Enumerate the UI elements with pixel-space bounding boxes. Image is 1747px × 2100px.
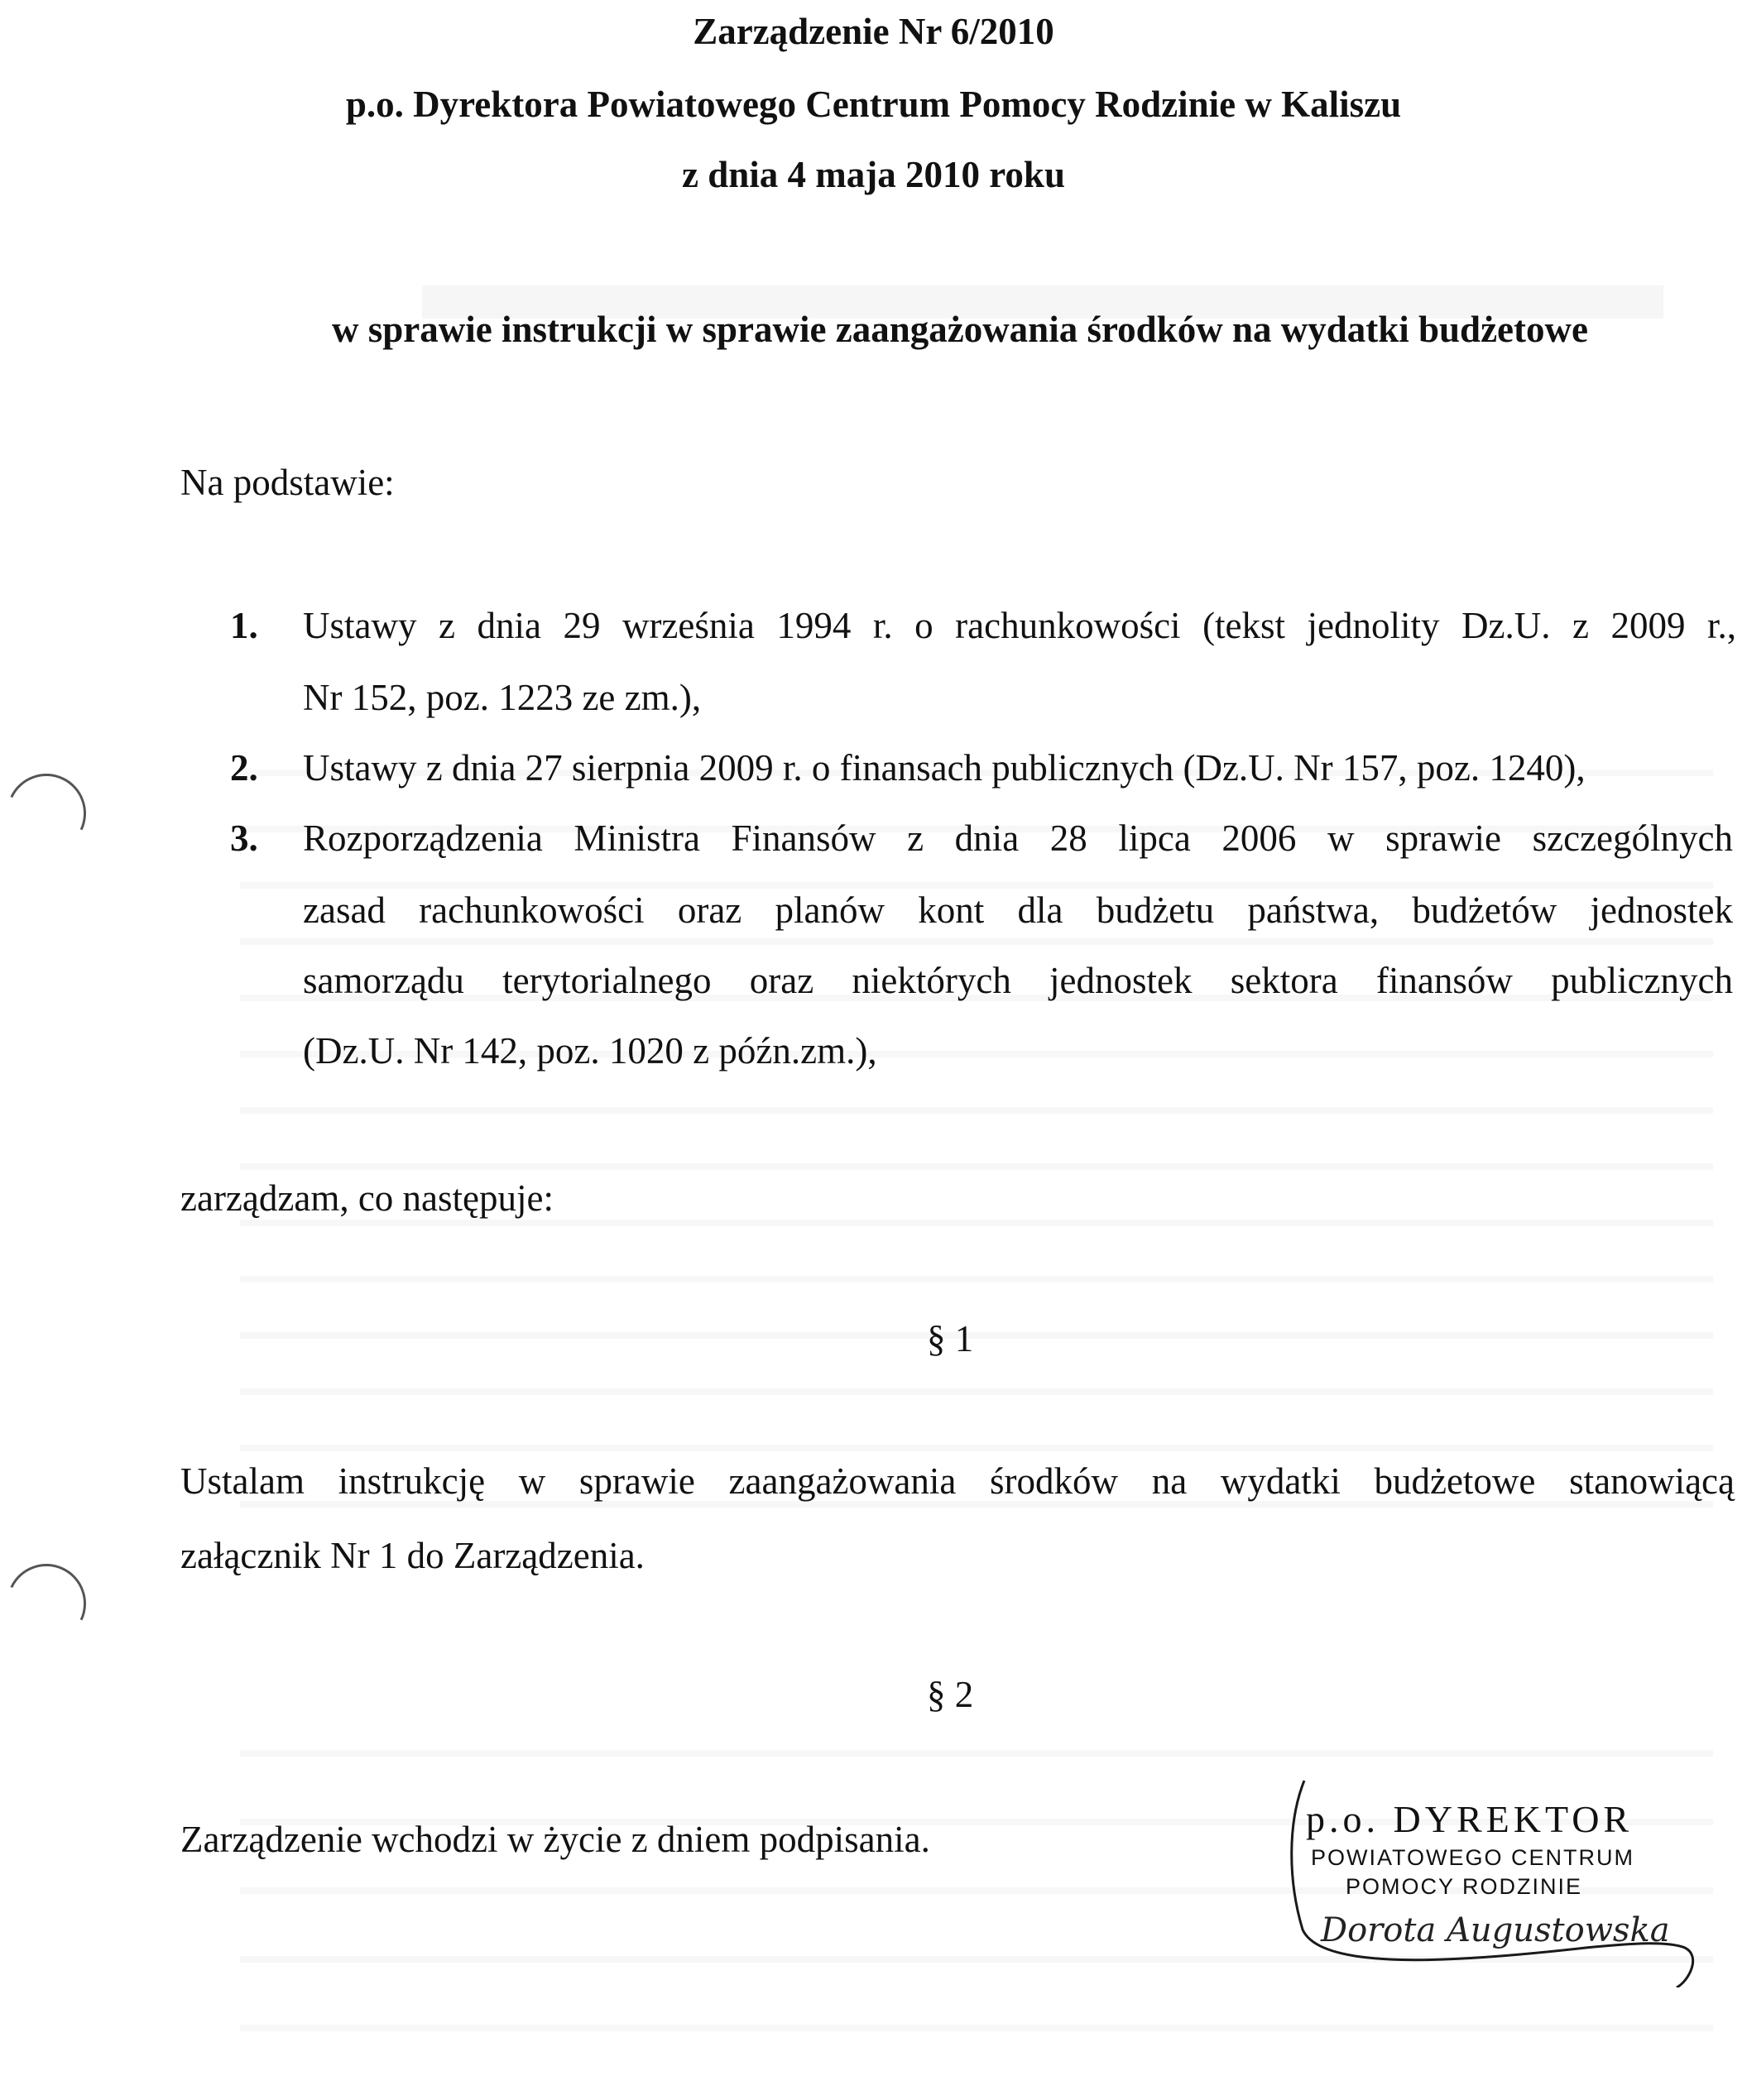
stamp-line-2: POWIATOWEGO CENTRUM <box>1311 1845 1634 1870</box>
director-stamp <box>1288 1797 1677 1963</box>
decree-intro: zarządzam, co następuje: <box>180 1177 554 1219</box>
basis-item-1-line-1: Ustawy z dnia 29 września 1994 r. o rachunkowości (tekst jednolity Dz.U. z 2009 r., <box>303 605 1736 646</box>
basis-item-3-line-3: samorządu terytorialnego oraz niektórych jednostek sektora finansów publicznych <box>303 960 1733 1001</box>
basis-intro: Na podstawie: <box>180 462 395 503</box>
stamp-signature: Dorota Augustowska <box>1321 1911 1670 1949</box>
basis-item-1-line-2: Nr 152, poz. 1223 ze zm.), <box>303 677 702 718</box>
section-1-line-2: załącznik Nr 1 do Zarządzenia. <box>180 1535 645 1576</box>
punch-hole <box>0 1552 98 1654</box>
basis-item-1-number: 1. <box>230 605 258 646</box>
decree-date: z dnia 4 maja 2010 roku <box>682 154 1065 195</box>
section-2-mark: § 2 <box>927 1674 974 1715</box>
section-1-mark: § 1 <box>927 1318 974 1359</box>
basis-item-3-line-2: zasad rachunkowości oraz planów kont dla budżetu państwa, budżetów jednostek <box>303 889 1733 931</box>
basis-item-2-number: 2. <box>230 747 258 789</box>
stamp-line-1: p.o. DYREKTOR <box>1306 1798 1634 1840</box>
decree-title: Zarządzenie Nr 6/2010 <box>693 11 1054 52</box>
section-2-text: Zarządzenie wchodzi w życie z dniem podpisania. <box>180 1819 930 1860</box>
punch-hole <box>0 762 98 864</box>
basis-item-2-line-1: Ustawy z dnia 27 sierpnia 2009 r. o finansach publicznych (Dz.U. Nr 157, poz. 1240), <box>303 747 1586 789</box>
basis-item-3-line-1: Rozporządzenia Ministra Finansów z dnia 28 lipca 2006 w sprawie szczególnych <box>303 817 1733 859</box>
decree-subject: w sprawie instrukcji w sprawie zaangażowania środków na wydatki budżetowe <box>331 309 1588 350</box>
decree-issuer: p.o. Dyrektora Powiatowego Centrum Pomocy Rodzinie w Kaliszu <box>345 84 1402 125</box>
basis-item-3-number: 3. <box>230 817 258 859</box>
basis-item-3-line-4: (Dz.U. Nr 142, poz. 1020 z późn.zm.), <box>303 1030 877 1072</box>
section-1-line-1: Ustalam instrukcję w sprawie zaangażowania środków na wydatki budżetowe stanowiącą <box>180 1460 1735 1502</box>
stamp-line-3: POMOCY RODZINIE <box>1346 1874 1583 1899</box>
